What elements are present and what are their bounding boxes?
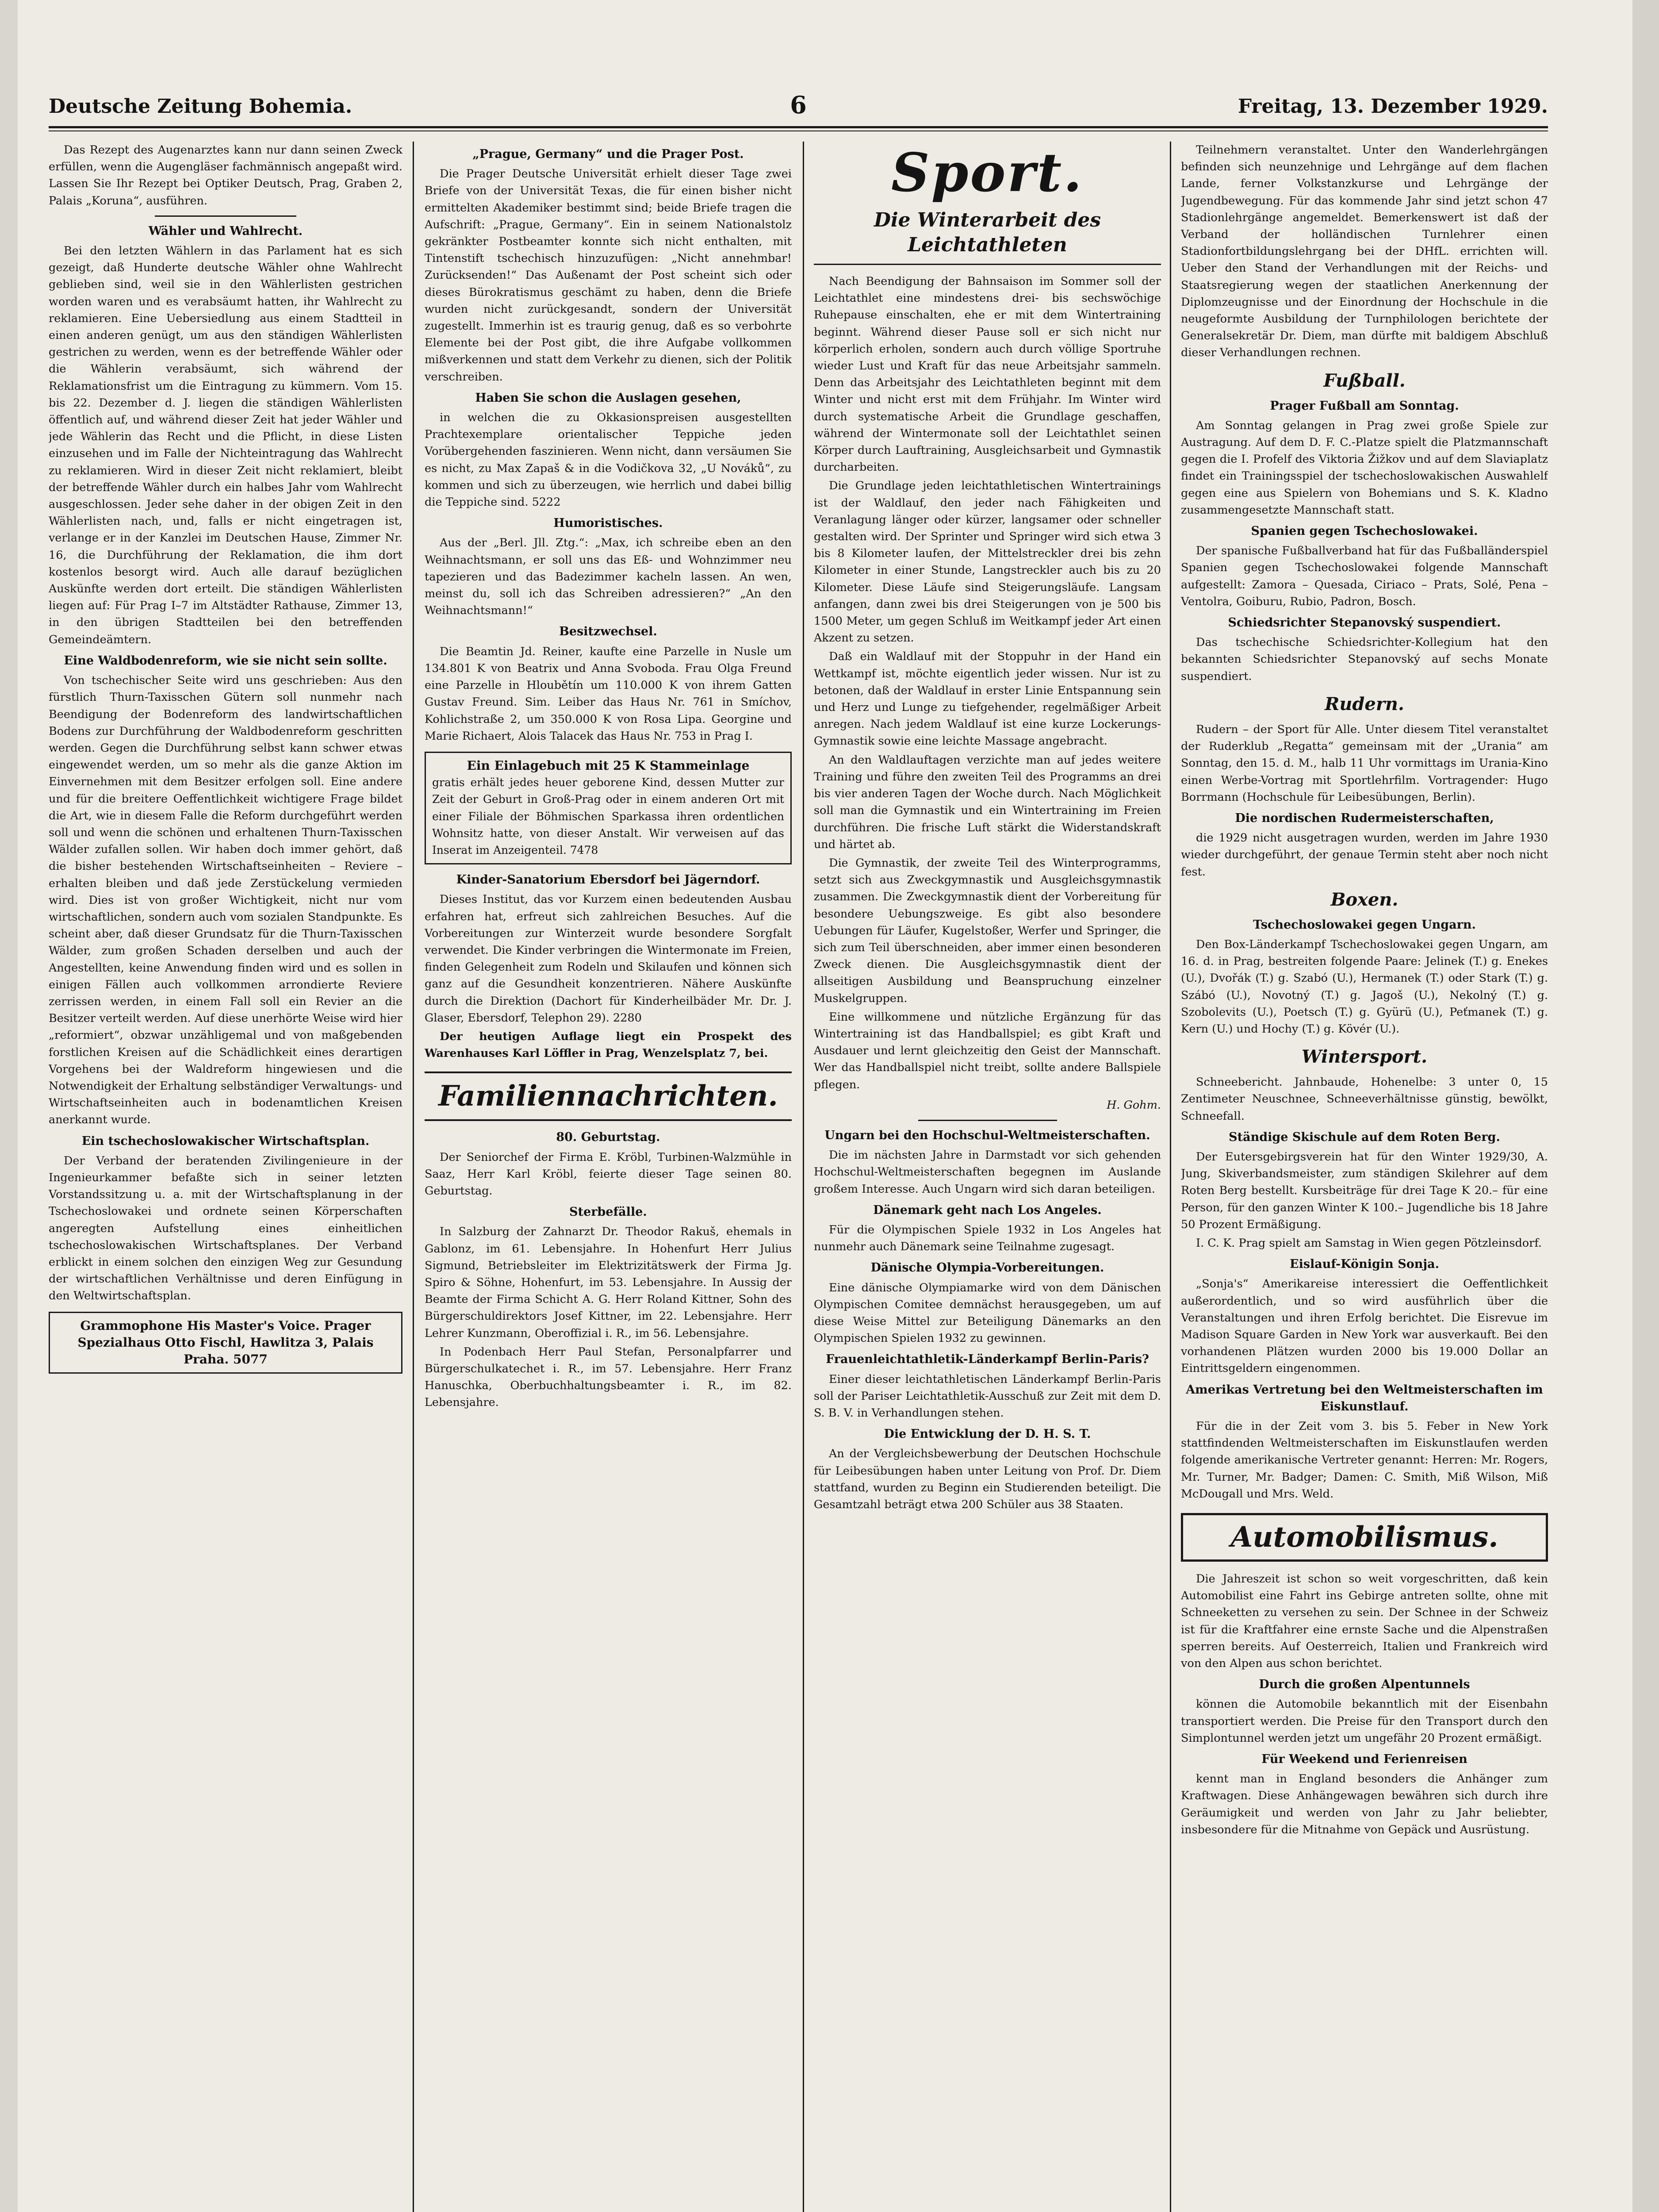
article-body: Für die Olympischen Spiele 1932 in Los Angeles hat nunmehr auch Dänemark seine Teilnahme zugesagt. [814, 1223, 1161, 1254]
sport-heading: Sport. [891, 142, 1084, 204]
article-body: Den Box-Länderkampf Tschechoslowakei gegen Ungarn, am 16. d. in Prag, bestreiten folgende Paare: Jelinek (T.) g. Enekes (U.), Dvořák (T.) g. Szabó (U.), Hermanek (T.) oder Stark (T.) g. Szábó (U.), Novotný (T.) g. Jagoš (U.), Nekolný (T.) g. Szobolevits (U.), Poetsch (T.) g. Gyürü (U.), Peťmanek (T.) g. Kern (U.) und Hochy (T.) g. Kövér (U.). [1181, 937, 1548, 1036]
author-signature: H. Gohm. [1107, 1098, 1161, 1112]
article-title: Tschechoslowakei gegen Ungarn. [1253, 918, 1476, 932]
article-body: Für die in der Zeit vom 3. bis 5. Feber in New York stattfindenden Weltmeisterschaften im Eiskunstlaufen werden folgende amerikanische Vertreter genannt: Herren: Mr. Rogers, Mr. Turner, Mr. Badger; Damen: C. Smith, Miß Wilson, Miß McDougall und Mrs. Weld. [1181, 1420, 1548, 1501]
article-title: Für Weekend und Ferienreisen [1261, 1752, 1467, 1767]
article-body: können die Automobile bekanntlich mit der Eisenbahn transportiert werden. Die Preise für den Transport durch den Simplontunnel werden jetzt um ungefähr 20 Prozent ermäßigt. [1181, 1697, 1548, 1745]
article-body: Der spanische Fußballverband hat für das Fußballänderspiel Spanien gegen Tschechoslowakei folgende Mannschaft aufgestellt: Zamora – Quesada, Ciriaco – Prats, Solé, Pena – Ventolra, Goiburu, Rubio, Padron, Bosch. [1181, 544, 1548, 608]
article-body: Die Grundlage jeden leichtathletischen Wintertrainings ist der Waldlauf, den jeder nach Fähigkeiten und Veranlagung länger oder kürzer, langsamer oder schneller gestalten wird. Der Sprinter und Springer wird sich etwa 3 bis 8 Kilometer laufen, der Mittelstreckler drei bis zehn Kilometer in einer Stunde, Langstreckler auch bis zu 20 Kilometer. Diese Läufe sind Steigerungsläufe. Langsam anfangen, dann zwei bis drei Steigerungen von je 500 bis 1500 Meter, um gegen Schluß im Weitkampf jeder Art einen Akzent zu setzen. [814, 479, 1161, 645]
article-body: kennt man in England besonders die Anhänger zum Kraftwagen. Diese Anhängewagen bewähren sich durch ihre Geräumigkeit und werden von Jahr zu Jahr beliebter, insbesondere für die Mitnahme von Gepäck und Ausrüstung. [1181, 1772, 1548, 1836]
article-body: Daß ein Waldlauf mit der Stoppuhr in der Hand ein Wettkampf ist, möchte eigentlich jeder wissen. Nur ist zu betonen, daß der Waldlauf in erster Linie Entspannung sein und Herz und Lunge zu tiefgehender, regelmäßiger Arbeit anregen. Nach jedem Waldlauf ist eine kurze Lockerungs-Gymnastik sowie eine leichte Massage angebracht. [814, 650, 1161, 748]
article-title: Sterbefälle. [569, 1205, 647, 1219]
column-1 [49, 142, 402, 2212]
column-divider-1 [413, 142, 414, 2212]
football-heading: Fußball. [1323, 370, 1406, 391]
header-rule [49, 126, 1548, 128]
column-3 [814, 142, 1161, 2212]
boxing-heading: Boxen. [1330, 889, 1398, 910]
column-divider-3 [1170, 142, 1171, 2212]
optician-ad: Das Rezept des Augenarztes kann nur dann seinen Zweck erfüllen, wenn die Augengläser fachmännisch angepaßt wird. Lassen Sie Ihr Rezept bei Optiker Deutsch, Prag, Graben 2, Palais „Koruna“, ausführen. [49, 143, 402, 207]
article-body: Der Verband der beratenden Zivilingenieure in der Ingenieurkammer befaßte sich in seiner letzten Vorstandssitzung u. a. mit der Wirtschaftsplanung in der Tschechoslowakei und ordnete seinen Körperschaften angeregten Aufstellung eines einheitlichen tschechoslowakischen Wirtschaftsplanes. Der Verband erblickt in einem solchen den einzigen Weg zur Gesundung der wirtschaftlichen Verhältnisse und deren Einfügung in den Weltwirtschaftsplan. [49, 1154, 402, 1303]
article-body: Rudern – der Sport für Alle. Unter diesem Titel veranstaltet der Ruderklub „Regatta“ gemeinsam mit der „Urania“ am Sonntag, den 15. d. M., halb 11 Uhr vormittags im Urania-Kino einen Werbe-Vortrag mit Sportlehrfilm. Vortragender: Hugo Borrmann (Hochschule für Leibesübungen, Berlin). [1181, 722, 1548, 804]
savings-ad [425, 752, 792, 864]
article-body: Am Sonntag gelangen in Prag zwei große Spiele zur Austragung. Auf dem D. F. C.-Platze spielt die Platzmannschaft gegen die I. Profelf des Viktoria Žižkov und auf dem Slaviaplatz findet ein Trainingsspiel der tschechoslowakischen Auswahlelf gegen eine aus Spielern von Bohemians und S. K. Kladno zusammengesetzte Mannschaft statt. [1181, 419, 1548, 517]
newspaper-name: Deutsche Zeitung Bohemia. [49, 95, 352, 118]
article-body: Teilnehmern veranstaltet. Unter den Wanderlehrgängen befinden sich neunzehnige und Lehrgänge auf dem flachen Lande, ferner Volkstanzkurse und Lehrgänge der Jugendbewegung. Für das kommende Jahr sind jetzt schon 47 Stadionlehrgänge angemeldet. Bemerkenswert ist daß der Verband der holländischen Turnlehrer einen Stadionfortbildungslehrgang bei der DHfL. errichten will. Ueber den Stand der Verhandlungen mit der Reichs- und Staatsregierung wegen der staatlichen Anerkennung der Diplomzeugnisse und der Einordnung der Hochschule in die neugeformte Ausbildung der Turnphilologen berichtete der Generalsekretär Dr. Diem, man dürfte mit baldigem Abschluß dieser Verhandlungen rechnen. [1181, 143, 1548, 360]
automobile-heading: Automobilismus. [1181, 1513, 1548, 1562]
article-title: Dänemark geht nach Los Angeles. [873, 1203, 1102, 1217]
family-news-heading: Familiennachrichten. [425, 1071, 792, 1121]
article-body: An den Waldlauftagen verzichte man auf jedes weitere Training und führe den zweiten Teil des Programms an drei bis vier anderen Tagen der Woche durch. Nach Möglichkeit soll man die Gymnastik und ein Wintertraining im Freien durchführen. Die frische Luft stärkt die Widerstandskraft und härtet ab. [814, 753, 1161, 851]
article-title: Besitzwechsel. [559, 625, 657, 639]
article-title: Schiedsrichter Stepanovský suspendiert. [1228, 616, 1501, 630]
page-number: 6 [790, 91, 807, 119]
article-title: Kinder-Sanatorium Ebersdorf bei Jägerndorf. [456, 873, 760, 887]
article-title: Ein tschechoslowakischer Wirtschaftsplan. [81, 1134, 370, 1148]
article-body: Aus der „Berl. Jll. Ztg.“: „Max, ich schreibe eben an den Weihnachtsmann, er soll uns das Eß- und Wohnzimmer neu tapezieren und das Badezimmer kacheln lassen. An wen, meinst du, soll ich das Schreiben adressieren?“ „An den Weihnachtsmann!“ [425, 536, 792, 618]
article-title: Eislauf-Königin Sonja. [1289, 1257, 1439, 1271]
article-title: „Prague, Germany“ und die Prager Post. [472, 147, 744, 161]
article-body: Nach Beendigung der Bahnsaison im Sommer soll der Leichtathlet eine mindestens drei- bis sechswöchige Ruhepause einschalten, ehe er mit dem Wintertraining beginnt. Während dieser Pause soll er sich nicht nur körperlich erholen, sondern auch durch völlige Sportruhe wieder Lust und Kraft für das neue Arbeitsjahr sammeln. Denn das Arbeitsjahr des Leichtathleten beginnt mit dem Winter und nicht erst mit dem Frühjahr. Im Winter wird durch systematische Arbeit die Grundlage geschaffen, während der Wintermonate soll der Leichtathlet seinen Körper durch Lauftraining, Ausgleichsarbeit und Gymnastik durcharbeiten. [814, 275, 1161, 474]
article-body: Die Prager Deutsche Universität erhielt dieser Tage zwei Briefe von der Universität Texas, die für einen bisher nicht ermittelten Akademiker bestimmt sind; beide Briefe tragen die Aufschrift: „Prague, Germany“. Ein in seinem Nationalstolz gekränkter Postbeamter konnte sich nicht enthalten, mit Tintenstift tschechisch hinzuzufügen: „Nicht annehmbar! Zurücksenden!“ Das Außenamt der Post scheint sich oder dieses Bürokratismus geschämt zu haben, denn die Briefe wurden nicht zurückgesandt, sondern der Universität zugestellt. Immerhin ist es traurig genug, daß es so verbohrte Elemente bei der Post gibt, die ihre Aufgabe vollkommen mißverkennen und statt dem Verkehr zu dienen, sich der Politik verschreiben. [425, 167, 792, 384]
column-divider-2 [803, 142, 804, 2212]
article-title: Die nordischen Rudermeisterschaften, [1235, 811, 1494, 825]
article-title: Humoristisches. [553, 516, 663, 530]
article-title: Eine Waldbodenreform, wie sie nicht sein sollte. [64, 653, 387, 668]
article-body: Der Seniorchef der Firma E. Kröbl, Turbinen-Walzmühle in Saaz, Herr Karl Kröbl, feierte dieser Tage seinen 80. Geburtstag. [425, 1150, 792, 1198]
article-body: Dieses Institut, das vor Kurzem einen bedeutenden Ausbau erfahren hat, erfreut sich zahlreichen Besuches. Auf die Vorbereitungen zur Winterzeit wurde besondere Sorgfalt verwendet. Die Kinder verbringen die Wintermonate im Freien, finden Gelegenheit zum Rodeln und Skilaufen und können sich ganz auf die Gesundheit konzentrieren. Nähere Auskünfte durch die Direktion (Dachort für Kinderheilbäder Mr. Dr. J. Glaser, Ebersdorf, Telephon 29). 2280 [425, 893, 792, 1025]
column-2 [425, 142, 792, 2212]
article-body: Eine dänische Olympiamarke wird von dem Dänischen Olympischen Comitee demnächst herausgegeben, um auf diese Weise Mittel zur Beteiligung Dänemarks an den Olympischen Spielen 1932 zu gewinnen. [814, 1281, 1161, 1345]
article-body: Die im nächsten Jahre in Darmstadt vor sich gehenden Hochschul-Weltmeisterschaften begegnen im Auslande großem Interesse. Auch Ungarn wird sich daran beteiligen. [814, 1148, 1161, 1196]
article-title: Ständige Skischule auf dem Roten Berg. [1229, 1130, 1500, 1144]
article-body: I. C. K. Prag spielt am Samstag in Wien gegen Pötzleinsdorf. [1196, 1236, 1542, 1250]
issue-date: Freitag, 13. Dezember 1929. [1238, 95, 1548, 118]
article-title: Die Entwicklung der D. H. S. T. [884, 1427, 1091, 1441]
article-body: Schneebericht. Jahnbaude, Hohenelbe: 3 unter 0, 15 Zentimeter Neuschnee, Schneeverhältnisse günstig, bewölkt, Schneefall. [1181, 1075, 1548, 1123]
article-body: Eine willkommene und nützliche Ergänzung für das Wintertraining ist das Handballspiel; es gibt Kraft und Ausdauer und lernt gleichzeitig den Geist der Mannschaft. Wer das Handballspiel nicht treibt, sollte andere Ballspiele pflegen. [814, 1010, 1161, 1091]
separator [155, 215, 296, 217]
gramophone-ad: Grammophone His Master's Voice. Prager Spezialhaus Otto Fischl, Hawlitza 3, Palais Praha. 5077 [49, 1312, 402, 1374]
article-body: An der Vergleichsbewerbung der Deutschen Hochschule für Leibesübungen haben unter Leitung von Prof. Dr. Diem stattfand, wurden zu Beginn ein Studierenden beteiligt. Die Gesamtzahl beträgt etwa 200 Schüler aus 38 Staaten. [814, 1447, 1161, 1512]
article-title: Prager Fußball am Sonntag. [1270, 399, 1459, 413]
article-body: Die Beamtin Jd. Reiner, kaufte eine Parzelle in Nusle um 134.801 K von Beatrix und Anna Svoboda. Frau Olga Freund eine Parzelle in Hloubětín um 110.000 K von ihrem Gatten Gustav Freund. Sim. Leiber das Haus Nr. 761 in Smíchov, Kohlichstraße 2, um 350.000 K von Rosa Lipa. Georgine und Marie Richaert, Alois Talacek das Haus Nr. 753 in Prag I. [425, 645, 792, 743]
article-body: Der Eutersgebirgsverein hat für den Winter 1929/30, A. Jung, Skiverbandsmeister, zum ständigen Skilehrer auf dem Roten Berg bestellt. Kursbeiträge für drei Tage K 20.– für eine Person, für den ganzen Winter K 100.– Jugendliche bis 18 Jahre 50 Prozent Ermäßigung. [1181, 1150, 1548, 1231]
article-body: „Sonja's“ Amerikareise interessiert die Oeffentlichkeit außerordentlich, und so wird ausführlich über die Veranstaltungen und ihren Erfolg berichtet. Die Eisrevue im Madison Square Garden in New York war ausverkauft. Bei den vorhandenen Plätzen wurden 2000 bis 19.000 Dollar an Eintrittsgeldern eingenommen. [1181, 1277, 1548, 1375]
article-title: Amerikas Vertretung bei den Weltmeisterschaften im Eiskunstlauf. [1186, 1382, 1543, 1413]
article-body: in welchen die zu Okkasionspreisen ausgestellten Prachtexemplare orientalischer Teppiche jeden Vorübergehenden faszinieren. Wenn nicht, dann versäumen Sie es nicht, zu Max Zapaš & in die Vodičkova 32, „U Nováků“, zu kommen und sich zu überzeugen, wie herrlich und dabei billig die Teppiche sind. 5222 [425, 411, 792, 509]
article-body: Einer dieser leichtathletischen Länderkampf Berlin-Paris soll der Pariser Leichtathletik-Ausschuß zur Zeit mit dem D. S. B. V. in Verhandlungen stehen. [814, 1372, 1161, 1420]
article-title: Dänische Olympia-Vorbereitungen. [870, 1261, 1104, 1275]
article-body: Von tschechischer Seite wird uns geschrieben: Aus den fürstlich Thurn-Taxisschen Gütern soll nunmehr nach Beendigung der Bodenreform des landwirtschaftlichen Bodens zur Durchführung der Waldbodenreform geschritten werden. Gegen die Durchführung selbst kann schwer etwas eingewendet werden, um so mehr als die ganze Aktion im Einvernehmen mit dem Besitzer erfolgen soll. Eine andere und für die breitere Oeffentlichkeit wichtigere Frage bildet die Art, wie in diesem Falle die Reform durchgeführt werden soll und wenn die schönen und erhaltenen Thurn-Taxisschen Wälder zufallen sollen. Wir haben doch immer gehört, daß die bisher bestehenden Wirtschaftseinheiten – Reviere – erhalten bleiben und daß jede Zerstückelung vermieden wird. Dies ist von großer Wichtigkeit, nicht nur vom wirtschaftlichen, sondern auch vom sozialen Standpunkte. Es scheint aber, daß dieser Grundsatz für die Thurn-Taxisschen Wälder, zum großen Schaden derselben und auch der Angestellten, keine Anwendung finden wird und es sollen in einigen Fällen auch vollkommen arrondierte Reviere zerrissen werden, in einem Fall soll ein Revier an die Besitzer verteilt werden. Auf diese unerhörte Weise wird hier „reformiert“, obzwar unzähligemal und von maßgebenden forstlichen Kreisen auf die Schädlichkeit eines derartigen Vorgehens bei der Waldreform hingewiesen und die Notwendigkeit der Erhaltung selbständiger Verwaltungs- und Wirtschaftseinheiten auch in bodenamtlichen Kreisen anerkannt wurde. [49, 674, 402, 1127]
rowing-heading: Rudern. [1325, 693, 1404, 714]
article-title: Ungarn bei den Hochschul-Weltmeisterschaften. [824, 1128, 1150, 1142]
article-body: die 1929 nicht ausgetragen wurden, werden im Jahre 1930 wieder durchgeführt, der genaue Termin steht aber noch nicht fest. [1181, 831, 1548, 879]
article-title: Spanien gegen Tschechoslowakei. [1251, 524, 1478, 538]
article-title: Frauenleichtathletik-Länderkampf Berlin-Paris? [826, 1352, 1149, 1367]
separator [918, 1120, 1057, 1121]
savings-ad-body: gratis erhält jedes heuer geborene Kind, dessen Mutter zur Zeit der Geburt in Groß-Prag oder in einem anderen Ort mit einer Filiale der Böhmischen Sparkassa ihren ordentlichen Wohnsitz hatte, von dieser Anstalt. Wir verweisen auf das Inserat im Anzeigenteil. 7478 [432, 776, 784, 856]
column-4 [1181, 142, 1548, 2212]
article-title: Wähler und Wahlrecht. [148, 224, 303, 238]
article-body: Das tschechische Schiedsrichter-Kollegium hat den bekannten Schiedsrichter Stepanovský auf sechs Monate suspendiert. [1181, 636, 1548, 683]
article-title: 80. Geburtstag. [556, 1130, 660, 1144]
sport-subheading: Die Winterarbeit des Leichtathleten [814, 208, 1161, 265]
article-body: In Podenbach Herr Paul Stefan, Personalpfarrer und Bürgerschulkatechet i. R., im 57. Lebensjahre. Herr Franz Hanuschka, Oberbuchhaltungsbeamter i. R., im 82. Lebensjahre. [425, 1345, 792, 1409]
article-body: Die Gymnastik, der zweite Teil des Winterprogramms, setzt sich aus Zweckgymnastik und Ausgleichsgymnastik zusammen. Die Zweckgymnastik dient der Vorbereitung für besondere Uebungszweige. Es gibt also besondere Uebungen für Läufer, Kugelstoßer, Werfer und Springer, die sich zum Teil überschneiden, aber immer einen besonderen Zweck dienen. Die Ausgleichsgymnastik dient der allseitigen Ausbildung und Beanspruchung einzelner Muskelgruppen. [814, 856, 1161, 1005]
article-body: In Salzburg der Zahnarzt Dr. Theodor Rakuš, ehemals in Gablonz, im 61. Lebensjahre. In Hohenfurt Herr Julius Sigmund, Betriebsleiter im Elektrizitätswerk der Firma Jg. Spiro & Söhne, Hohenfurt, im 53. Lebensjahre. In Aussig der Beamte der Firma Schicht A. G. Herr Roland Kittner, Sohn des Bürgerschuldirektors Josef Kittner, im 22. Lebensjahre. Herr Lehrer Kunzmann, Oberoffizial i. R., im 56. Lebensjahre. [425, 1225, 792, 1340]
scan-edge-right [1632, 0, 1659, 2212]
article-title: Haben Sie schon die Auslagen gesehen, [475, 391, 741, 405]
supplement-note: Der heutigen Auflage liegt ein Prospekt des Warenhauses Karl Löffler in Prag, Wenzelsplatz 7, bei. [425, 1029, 792, 1060]
article-body: Bei den letzten Wählern in das Parlament hat es sich gezeigt, daß Hunderte deutsche Wähler ohne Wahlrecht geblieben sind, weil sie in den Wählerlisten gestrichen worden waren und es verabsäumt hatten, ihr Wahlrecht zu reklamieren. Eine Uebersiedlung aus einem Stadtteil in einen anderen genügt, um aus den ständigen Wählerlisten gestrichen zu werden, wenn es der betreffende Wähler oder die Wählerin verabsäumt, sich während der Reklamationsfrist um die Eintragung zu kümmern. Vom 15. bis 22. Dezember d. J. liegen die ständigen Wählerlisten öffentlich auf, und während dieser Zeit hat jeder Wähler und jede Wählerin das Recht und die Pflicht, in diese Listen einzusehen und im Falle der Nichteintragung das Wahlrecht zu reklamieren. Wird in dieser Zeit nicht reklamiert, bleibt der betreffende Wähler durch ein halbes Jahr vom Wahlrecht ausgeschlossen. Jeder sehe daher in der obigen Zeit in den Wählerlisten nach, und, falls er nicht eingetragen ist, verlange er in der Kanzlei im Deutschen Hause, Zimmer Nr. 16, die Durchführung der Reklamation, die ihm dort kostenlos besorgt wird. Auch alle darauf bezüglichen Auskünfte werden dort erteilt. Die ständigen Wählerlisten liegen auf: Für Prag I–7 im Altstädter Rathause, Zimmer 13, in den übrigen Stadtteilen bei den betreffenden Gemeindeämtern. [49, 244, 402, 646]
wintersport-heading: Wintersport. [1301, 1046, 1428, 1068]
page-header [49, 91, 1548, 122]
scan-edge-left [0, 0, 18, 2212]
article-body: Die Jahreszeit ist schon so weit vorgeschritten, daß kein Automobilist eine Fahrt ins Gebirge antreten sollte, ohne mit Schneeketten zu versehen zu sein. Der Schnee in der Schweiz ist für die Kraftfahrer eine ernste Sache und die Alpenstraßen sperren bereits. Auf Oesterreich, Italien und Frankreich wird von den Alpen aus schon berichtet. [1181, 1572, 1548, 1671]
article-title: Durch die großen Alpentunnels [1259, 1678, 1470, 1692]
savings-ad-title: Ein Einlagebuch mit 25 K Stammeinlage [467, 758, 750, 773]
